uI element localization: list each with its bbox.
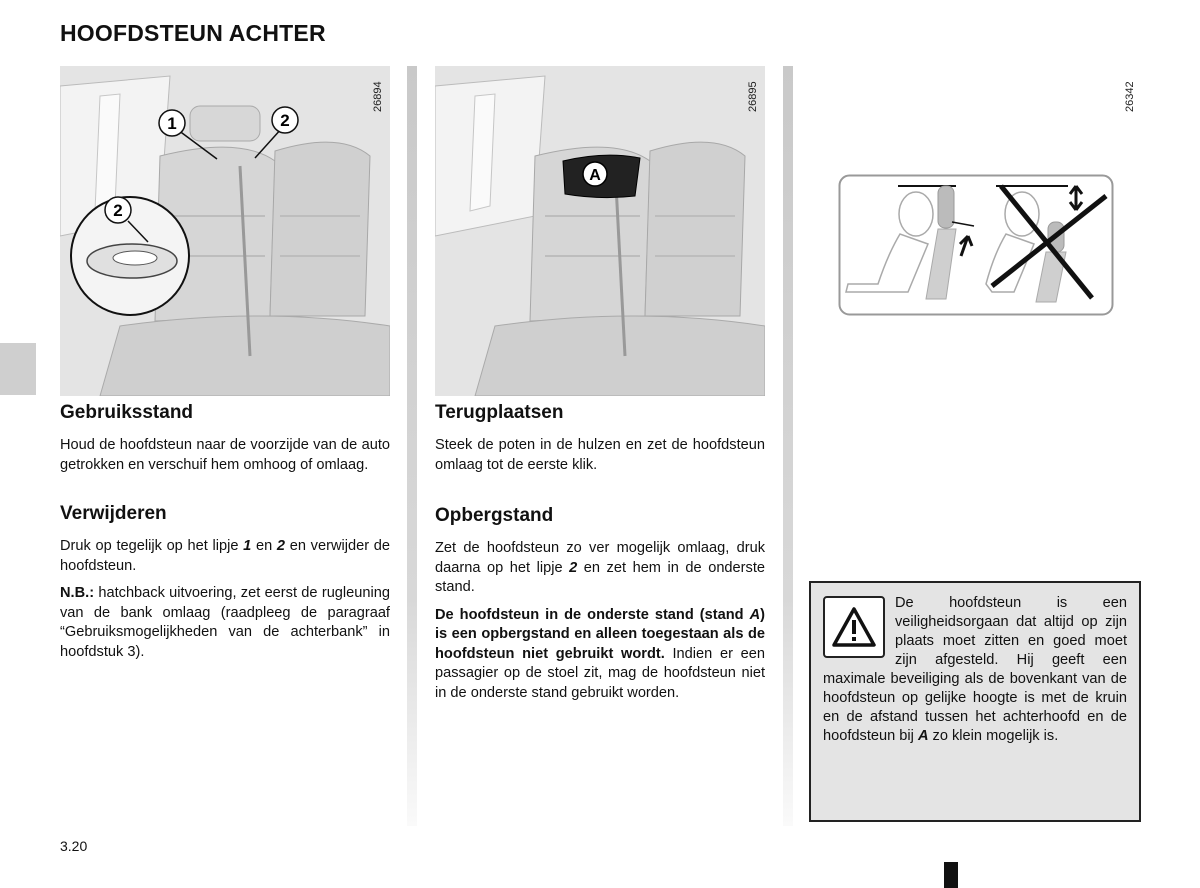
- figure-ref-number: 26894: [372, 81, 384, 112]
- note-label: N.B.:: [60, 585, 95, 601]
- page-edge-marker: [944, 862, 958, 888]
- column-2: [435, 402, 765, 711]
- paragraph: Steek de poten in de hulzen en zet de hoofdsteun omlaag tot de eerste klik.: [435, 437, 765, 473]
- heading-verwijderen: Verwijderen: [60, 503, 167, 524]
- note-paragraph: N.B.: hatchback uitvoering, zet eerst de rugleuning van de bank omlaag (raadpleeg de paragraaf “Gebruiksmogelijkheden van de achterbank” in hoofdstuk 3).: [60, 585, 390, 660]
- heading-opbergstand: Opbergstand: [435, 505, 554, 526]
- paragraph: Houd de hoofdsteun naar de voorzijde van de auto getrokken en verschuif hem omhoog of omlaag.: [60, 437, 390, 473]
- figure-ref-number: 26895: [747, 81, 759, 112]
- callout-2: 2: [280, 111, 290, 130]
- callout-a: A: [589, 167, 601, 184]
- page-title: HOOFDSTEUN ACHTER: [60, 20, 326, 46]
- warning-text: De hoofdsteun is een veiligheidsorgaan dat altijd op zijn plaats moet zitten en goed moet zijn afgesteld. Hij geeft een maximale beveiliging als de bovenkant van de hoofdsteun op gelijke hoogte is met de kruin en de afstand tussen het achterhoofd en de hoofdsteun bij A zo klein mogelijk is.: [823, 595, 1127, 744]
- figure-headrest-adjustment: [838, 174, 1114, 316]
- column-1: [60, 402, 390, 670]
- callout-2-detail: 2: [113, 201, 123, 220]
- chapter-tab: [0, 343, 36, 395]
- paragraph: Druk op tegelijk op het lipje 1 en 2 en verwijder de hoofdsteun.: [60, 538, 391, 574]
- paragraph-emphasis: De hoofdsteun in de onderste stand (stand A) is een opbergstand en alleen toegestaan als de hoofdsteun niet gebruikt wordt. Indien er een passagier op de stoel zit, mag de hoofdsteun niet in de onderste stand gebruikt worden.: [435, 606, 765, 701]
- column-divider-2: [783, 66, 793, 826]
- heading-terugplaatsen: Terugplaatsen: [435, 402, 564, 423]
- figure-ref-number: 26342: [1124, 81, 1136, 112]
- paragraph: Zet de hoofdsteun zo ver mogelijk omlaag, druk daarna op het lipje 2 en zet hem in de onderste stand.: [435, 540, 765, 595]
- figure-headrest-storage: [435, 66, 765, 396]
- seat-illustration-1: [60, 66, 390, 396]
- figure-headrest-removal: [60, 66, 390, 396]
- column-divider-1: [407, 66, 417, 826]
- warning-triangle-icon: [823, 596, 885, 658]
- page-number: 3.20: [60, 838, 88, 854]
- callout-1: 1: [167, 114, 177, 133]
- warning-box: [809, 581, 1141, 822]
- heading-gebruiksstand: Gebruiksstand: [60, 402, 194, 423]
- seat-illustration-2: [435, 66, 765, 396]
